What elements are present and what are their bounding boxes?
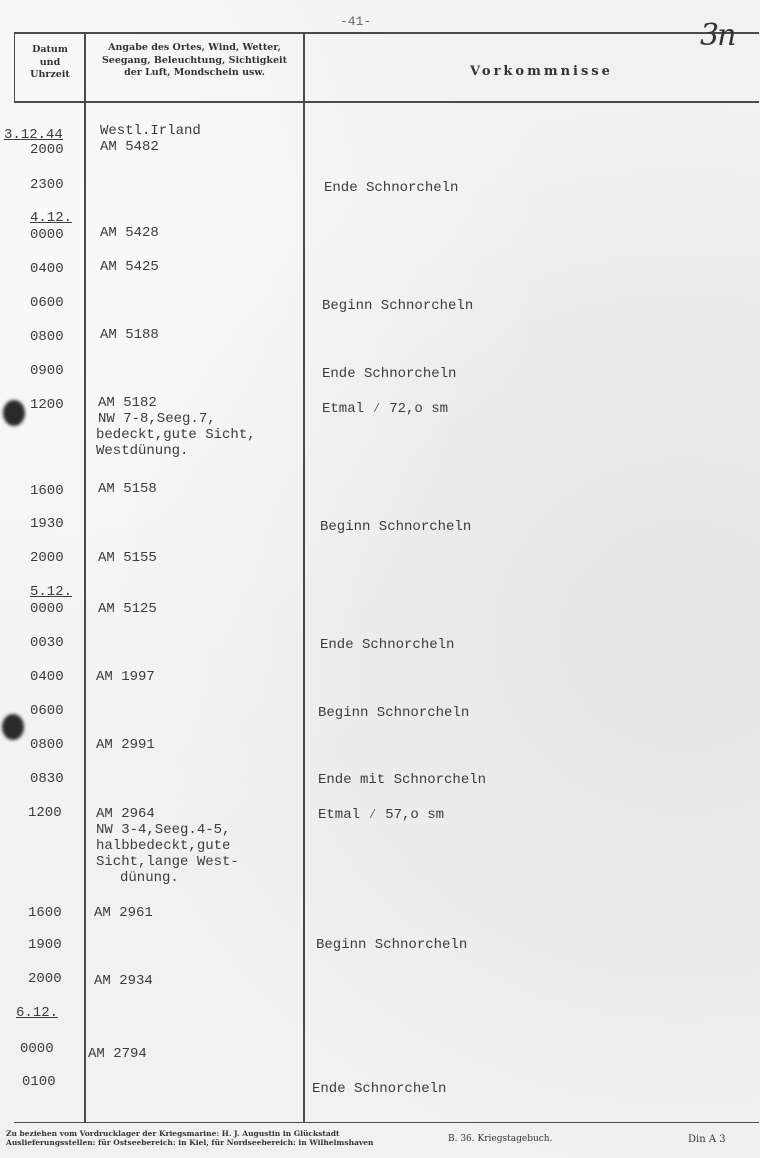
header-place-line: der Luft, Mondschein usw. [124,67,265,78]
entry-time: 0800 [30,329,64,345]
top-rule [14,32,759,34]
entry-place: Sicht,lange West- [96,854,239,870]
entry-date: 4.12. [30,210,73,226]
punch-hole [3,400,25,426]
entry-place: AM 5125 [98,601,157,617]
entry-time: 0800 [30,737,64,753]
column-divider-place [303,32,305,1122]
entry-place: AM 2934 [94,973,153,989]
header-place-line: Seegang, Beleuchtung, Sichtigkeit [101,54,288,66]
entry-time: 0100 [22,1074,56,1090]
entry-place: AM 5425 [100,259,159,275]
entry-time: 0000 [20,1041,54,1057]
header-date-line: Uhrzeit [30,69,70,80]
header-date-line: Datum [32,44,68,55]
entry-place: AM 5182 [98,395,157,411]
entry-event: Ende Schnorcheln [322,366,457,382]
printer-imprint [6,1129,373,1147]
header-date-column [18,44,82,82]
entry-event: Etmal ⁄ 57,o sm [318,807,445,823]
entry-event: Beginn Schnorcheln [318,705,470,721]
entry-time: 2000 [30,142,64,158]
entry-time: 0830 [30,771,64,787]
column-divider-date [84,32,86,1122]
handwritten-initials: 3n [700,18,735,53]
entry-time: 0030 [30,635,64,651]
page-left-border [14,32,15,102]
entry-time: 2000 [30,550,64,566]
entry-place: Westl.Irland [100,123,201,139]
header-place-line: Angabe des Ortes, Wind, Wetter, [108,42,281,53]
entry-place: NW 7-8,Seeg.7, [98,411,216,427]
entry-event: Ende Schnorcheln [312,1081,447,1097]
entry-place: AM 5482 [100,139,159,155]
entry-place: AM 2964 [96,806,155,822]
entry-time: 1600 [28,905,62,921]
entry-time: 0000 [30,227,64,243]
entry-time: 2000 [28,971,62,987]
printer-line: Zu beziehen vom Vordrucklager der Kriegsmarine: H. J. Augustin in Glückstadt [6,1129,340,1138]
header-place-column [88,42,301,80]
entry-place: dünung. [120,870,179,886]
header-date-line: und [39,56,61,68]
entry-place: AM 2961 [94,905,153,921]
entry-event: Etmal ⁄ 72,o sm [322,401,449,417]
entry-place: AM 5155 [98,550,157,566]
entry-time: 0000 [30,601,64,617]
entry-place: bedeckt,gute Sicht, [96,427,256,443]
entry-time: 0600 [30,295,64,311]
entry-place: AM 2991 [96,737,155,753]
entry-time: 1200 [30,397,64,413]
entry-place: AM 5158 [98,481,157,497]
entry-place: AM 2794 [88,1046,147,1062]
entry-place: Westdünung. [96,443,189,459]
form-number: B. 36. Kriegstagebuch. [448,1134,553,1144]
entry-event: Ende mit Schnorcheln [318,772,487,788]
bleed-through [320,150,615,164]
entry-time: 1900 [28,937,62,953]
entry-date: 6.12. [16,1005,59,1021]
entry-time: 0400 [30,261,64,277]
entry-time: 0400 [30,669,64,685]
entry-event: Ende Schnorcheln [324,180,459,196]
entry-place: halbbedeckt,gute [96,838,231,854]
entry-time: 1600 [30,483,64,499]
printer-line: Auslieferungsstellen: für Ostseebereich: in Kiel, für Nordseebereich: in Wilhelmshaven [6,1138,374,1147]
entry-time: 0900 [30,363,64,379]
entry-date: 5.12. [30,584,73,600]
bottom-rule [14,1122,759,1123]
header-rule [14,101,759,103]
entry-time: 1200 [28,805,62,821]
entry-event: Beginn Schnorcheln [320,519,472,535]
punch-hole [2,714,24,740]
page-number: -41- [340,14,372,29]
header-events-column: Vorkommnisse [470,64,613,79]
entry-place: NW 3-4,Seeg.4-5, [96,822,231,838]
entry-event: Beginn Schnorcheln [322,298,474,314]
paper-format: Din A 3 [688,1134,726,1145]
entry-event: Ende Schnorcheln [320,637,455,653]
entry-time: 0600 [30,703,64,719]
entry-time: 1930 [30,516,64,532]
entry-time: 2300 [30,177,64,193]
entry-place: AM 5188 [100,327,159,343]
entry-event: Beginn Schnorcheln [316,937,468,953]
entry-date: 3.12.44 [4,127,63,143]
entry-place: AM 5428 [100,225,159,241]
entry-place: AM 1997 [96,669,155,685]
